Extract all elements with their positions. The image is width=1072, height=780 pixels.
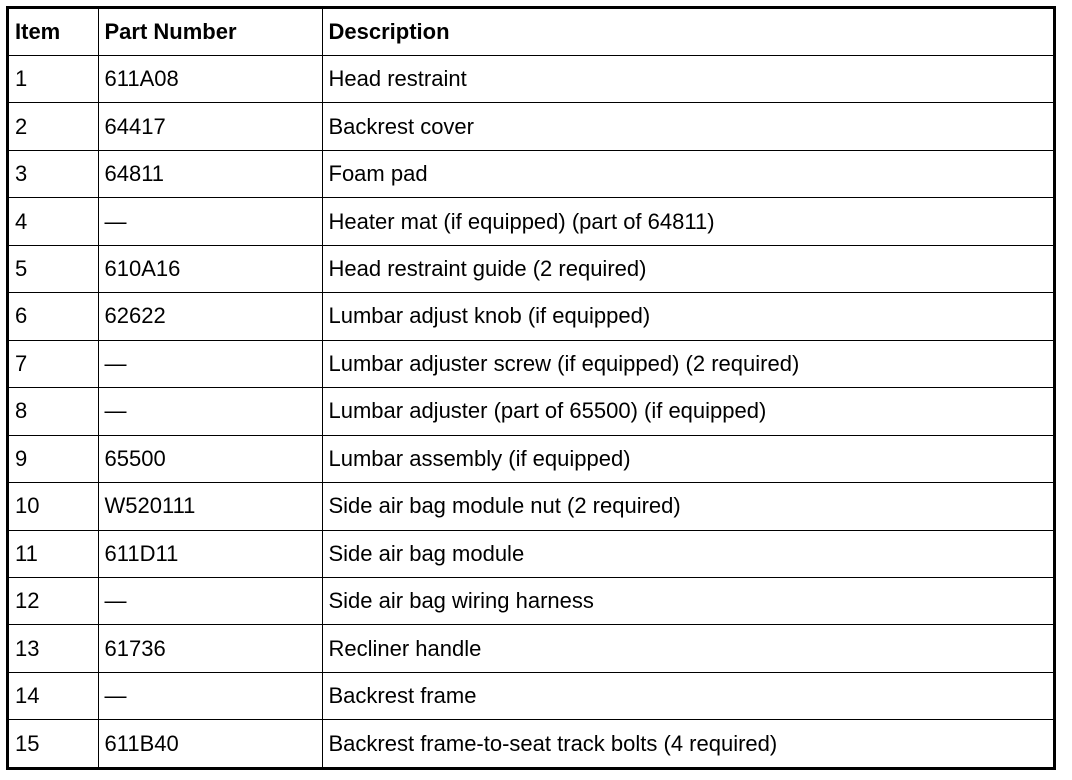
table-row [9,720,1053,767]
cell-description: Lumbar adjuster screw (if equipped) (2 required) [322,340,1053,387]
cell-part-number: 611B40 [98,720,322,767]
table-row [9,245,1053,292]
cell-part-number: 64417 [98,103,322,150]
cell-item: 5 [9,245,98,292]
cell-part-number: — [98,577,322,624]
cell-description: Side air bag wiring harness [322,577,1053,624]
cell-item: 4 [9,198,98,245]
cell-part-number: 610A16 [98,245,322,292]
cell-description: Lumbar adjuster (part of 65500) (if equipped) [322,388,1053,435]
cell-description: Head restraint [322,56,1053,103]
cell-description: Lumbar assembly (if equipped) [322,435,1053,482]
cell-description: Foam pad [322,150,1053,197]
parts-table-container [6,6,1056,770]
cell-part-number: — [98,340,322,387]
header-description: Description [322,9,1053,56]
cell-description: Recliner handle [322,625,1053,672]
cell-item: 8 [9,388,98,435]
cell-item: 7 [9,340,98,387]
table-row [9,56,1053,103]
table-row [9,672,1053,719]
table-row [9,293,1053,340]
table-row [9,198,1053,245]
table-row [9,103,1053,150]
cell-description: Backrest frame-to-seat track bolts (4 required) [322,720,1053,767]
table-row [9,577,1053,624]
cell-description: Head restraint guide (2 required) [322,245,1053,292]
cell-item: 2 [9,103,98,150]
cell-part-number: W520111 [98,483,322,530]
cell-part-number: — [98,388,322,435]
table-row [9,388,1053,435]
cell-item: 1 [9,56,98,103]
cell-part-number: 64811 [98,150,322,197]
table-row [9,625,1053,672]
cell-part-number: 62622 [98,293,322,340]
header-part-number: Part Number [98,9,322,56]
cell-description: Side air bag module nut (2 required) [322,483,1053,530]
table-row [9,483,1053,530]
cell-item: 9 [9,435,98,482]
cell-description: Lumbar adjust knob (if equipped) [322,293,1053,340]
cell-part-number: 61736 [98,625,322,672]
cell-item: 14 [9,672,98,719]
table-row [9,340,1053,387]
cell-description: Backrest cover [322,103,1053,150]
table-row [9,530,1053,577]
table-row [9,435,1053,482]
cell-item: 15 [9,720,98,767]
cell-part-number: 611A08 [98,56,322,103]
cell-description: Side air bag module [322,530,1053,577]
cell-part-number: 611D11 [98,530,322,577]
cell-part-number: — [98,198,322,245]
cell-item: 10 [9,483,98,530]
cell-item: 11 [9,530,98,577]
parts-table [9,9,1053,767]
cell-description: Heater mat (if equipped) (part of 64811) [322,198,1053,245]
cell-item: 13 [9,625,98,672]
cell-description: Backrest frame [322,672,1053,719]
table-row [9,150,1053,197]
header-item: Item [9,9,98,56]
cell-item: 3 [9,150,98,197]
cell-item: 12 [9,577,98,624]
table-header-row [9,9,1053,56]
cell-part-number: 65500 [98,435,322,482]
cell-item: 6 [9,293,98,340]
cell-part-number: — [98,672,322,719]
